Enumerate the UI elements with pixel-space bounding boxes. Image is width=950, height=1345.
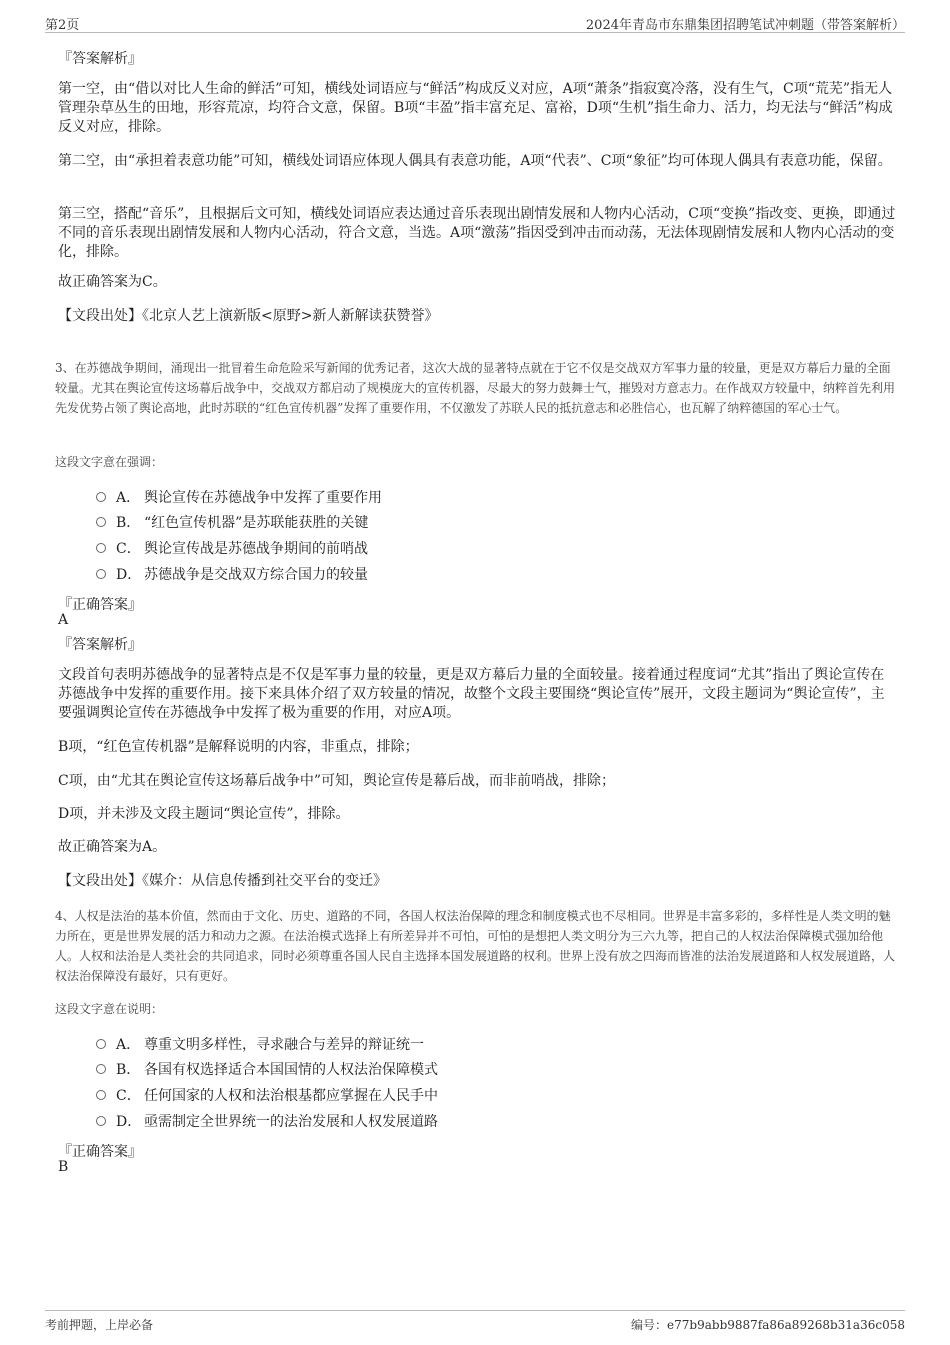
q3-option-c[interactable]: C． 舆论宣传战是苏德战争期间的前哨战 — [96, 539, 368, 561]
q3-prompt: 这段文字意在强调： — [55, 455, 164, 469]
page-number: 第2页 — [45, 18, 80, 33]
footer-slogan: 考前押题，上岸必备 — [45, 1318, 154, 1332]
q3-option-a[interactable]: A． 舆论宣传在苏德战争中发挥了重要作用 — [96, 488, 382, 510]
radio-icon[interactable] — [96, 543, 106, 553]
q3-analysis-para2: B项，“红色宣传机器”是解释说明的内容，非重点，排除； — [58, 739, 419, 755]
q4-answer-label: 『正确答案』 — [58, 1144, 142, 1160]
q4-option-b[interactable]: B． 各国有权选择适合本国国情的人权法治保障模式 — [96, 1060, 438, 1082]
radio-icon[interactable] — [96, 1039, 106, 1049]
q3-option-d[interactable]: D． 苏德战争是交战双方综合国力的较量 — [96, 565, 368, 587]
q2-analysis-label: 『答案解析』 — [58, 51, 142, 67]
footer-serial: 编号：e77b9abb9887fa86a89268b31a36c058 — [631, 1318, 905, 1332]
radio-icon[interactable] — [96, 492, 106, 502]
q4-option-d[interactable]: D． 亟需制定全世界统一的法治发展和人权发展道路 — [96, 1112, 438, 1134]
paragraph: 第一空，由“借以对比人生命的鲜活”可知，横线处词语应与“鲜活”构成反义对应，A项“萧条”指寂寞冷落，没有生气，C项“荒芜”指无人管理杂草丛生的田地，形容荒凉，均符合文意，保留。B项“丰盈”指丰富充足、富裕，D项“生机”指生命力、活力，均无法与“鲜活”构成反义对应，排除。 — [58, 81, 893, 135]
q3-answer-label: 『正确答案』 — [58, 597, 142, 613]
q4-answer: B — [58, 1159, 69, 1175]
q3-analysis-para1 — [58, 666, 898, 723]
q2-conclusion: 故正确答案为C。 — [58, 274, 167, 290]
radio-icon[interactable] — [96, 569, 106, 579]
q4-option-c[interactable]: C． 任何国家的人权和法治根基都应掌握在人民手中 — [96, 1086, 438, 1108]
q3-conclusion: 故正确答案为A。 — [58, 839, 167, 855]
page-footer — [45, 1310, 905, 1339]
q4-prompt: 这段文字意在说明： — [55, 1002, 164, 1016]
paragraph: 第二空，由“承担着表意功能”可知，横线处词语应体现人偶具有表意功能，A项“代表”、C项“象征”均可体现人偶具有表意功能，保留。 — [58, 153, 892, 169]
paragraph: 3、在苏德战争期间，涌现出一批冒着生命危险采写新闻的优秀记者，这次大战的显著特点就在于它不仅是交战双方军事力量的较量，更是双方幕后力量的全面较量。尤其在舆论宣传这场幕后战争中，交战双方都启动了规模庞大的宣传机器，尽最大的努力鼓舞士气，摧毁对方意志力。在作战双方较量中，纳粹首先利用先发优势占领了舆论高地，此时苏联的“红色宣传机器”发挥了重要作用，不仅激发了苏联人民的抵抗意志和必胜信心，也瓦解了纳粹德国的军心士气。 — [55, 361, 896, 415]
q2-analysis-para3 — [58, 205, 898, 262]
radio-icon[interactable] — [96, 517, 106, 527]
paragraph: 文段首句表明苏德战争的显著特点是不仅是军事力量的较量，更是双方幕后力量的全面较量。接着通过程度词“尤其”指出了舆论宣传在苏德战争中发挥的重要作用。接下来具体介绍了双方较量的情况，故整个文段主要围绕“舆论宣传”展开，文段主题词为“舆论宣传”，主要强调舆论宣传在苏德战争中发挥了极为重要的作用，对应A项。 — [58, 667, 885, 721]
q3-analysis-label: 『答案解析』 — [58, 637, 142, 653]
radio-icon[interactable] — [96, 1064, 106, 1074]
q2-analysis-para1 — [58, 80, 898, 137]
q3-analysis-para4: D项，并未涉及文段主题词“舆论宣传”，排除。 — [58, 806, 350, 822]
q3-option-b[interactable]: B． “红色宣传机器”是苏联能获胜的关键 — [96, 513, 368, 535]
q3-answer: A — [58, 612, 69, 628]
q3-source: 【文段出处】《媒介：从信息传播到社交平台的变迁》 — [58, 873, 387, 889]
radio-icon[interactable] — [96, 1090, 106, 1100]
document-title: 2024年青岛市东鼎集团招聘笔试冲刺题（带答案解析） — [585, 18, 905, 33]
radio-icon[interactable] — [96, 1116, 106, 1126]
q3-question-text — [55, 358, 900, 418]
q4-option-a[interactable]: A． 尊重文明多样性，寻求融合与差异的辩证统一 — [96, 1035, 424, 1057]
page-header — [45, 12, 905, 33]
q2-source: 【文段出处】《北京人艺上演新版<原野>新人新解读获赞誉》 — [58, 308, 439, 324]
q3-analysis-para3: C项，由“尤其在舆论宣传这场幕后战争中”可知，舆论宣传是幕后战，而非前哨战，排除； — [58, 773, 616, 789]
q2-analysis-para2 — [58, 152, 898, 171]
paragraph: 第三空，搭配“音乐”，且根据后文可知，横线处词语应表达通过音乐表现出剧情发展和人物内心活动，C项“变换”指改变、更换，即通过不同的音乐表现出剧情发展和人物内心活动，符合文意，当选。A项“激荡”指因受到冲击而动荡，无法体现剧情发展和人物内心活动的变化，排除。 — [58, 206, 896, 260]
paragraph: 4、人权是法治的基本价值，然而由于文化、历史、道路的不同，各国人权法治保障的理念和制度模式也不尽相同。世界是丰富多彩的，多样性是人类文明的魅力所在，更是世界发展的活力和动力之源。在法治模式选择上有所差异并不可怕，可怕的是想把人类文明分为三六九等，把自己的人权法治保障模式强加给他人。人权和法治是人类社会的共同追求，同时必须尊重各国人民自主选择本国发展道路的权利。世界上没有放之四海而皆准的法治发展道路和人权发展道路，人权法治保障没有最好，只有更好。 — [55, 909, 896, 983]
q4-question-text — [55, 906, 900, 986]
